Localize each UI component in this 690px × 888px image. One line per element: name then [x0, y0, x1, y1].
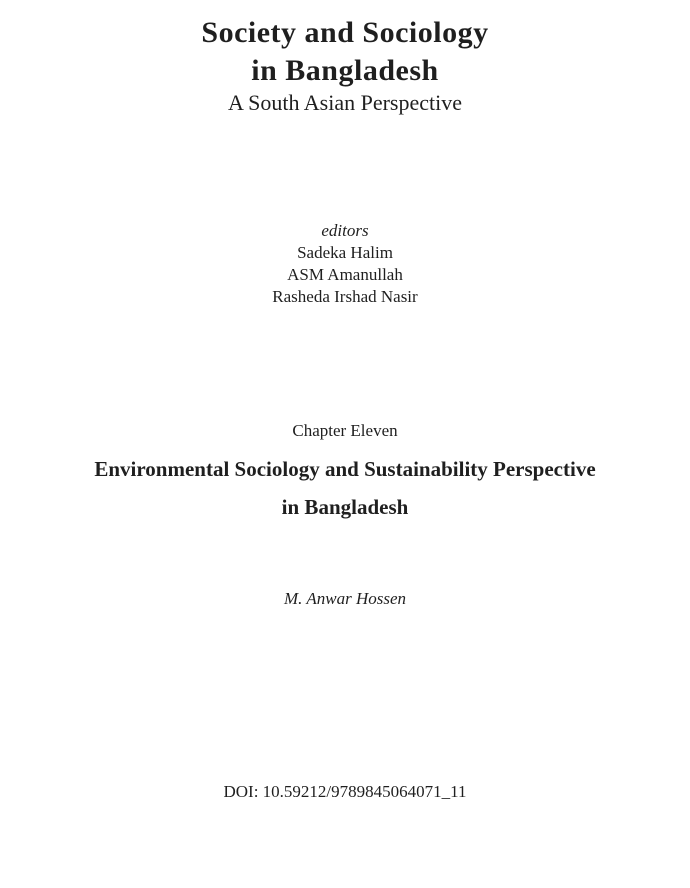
book-title	[0, 0, 690, 90]
chapter-label: Chapter Eleven	[292, 421, 398, 440]
chapter-author: M. Anwar Hossen	[284, 589, 406, 608]
editors-block	[0, 220, 690, 308]
chapter-title-line-1: Environmental Sociology and Sustainability Perspective	[94, 457, 596, 481]
editor-name: Rasheda Irshad Nasir	[272, 287, 418, 306]
editors-label: editors	[321, 221, 369, 240]
doi-line: DOI: 10.59212/9789845064071_11	[223, 782, 467, 801]
editor-name: Sadeka Halim	[297, 243, 393, 262]
editor-name: ASM Amanullah	[287, 265, 403, 284]
book-title-line-1: Society and Sociology	[201, 16, 489, 49]
chapter-title	[0, 450, 690, 526]
chapter-title-line-2: in Bangladesh	[281, 495, 409, 519]
book-subtitle: A South Asian Perspective	[227, 90, 463, 115]
book-title-line-2: in Bangladesh	[251, 54, 439, 87]
